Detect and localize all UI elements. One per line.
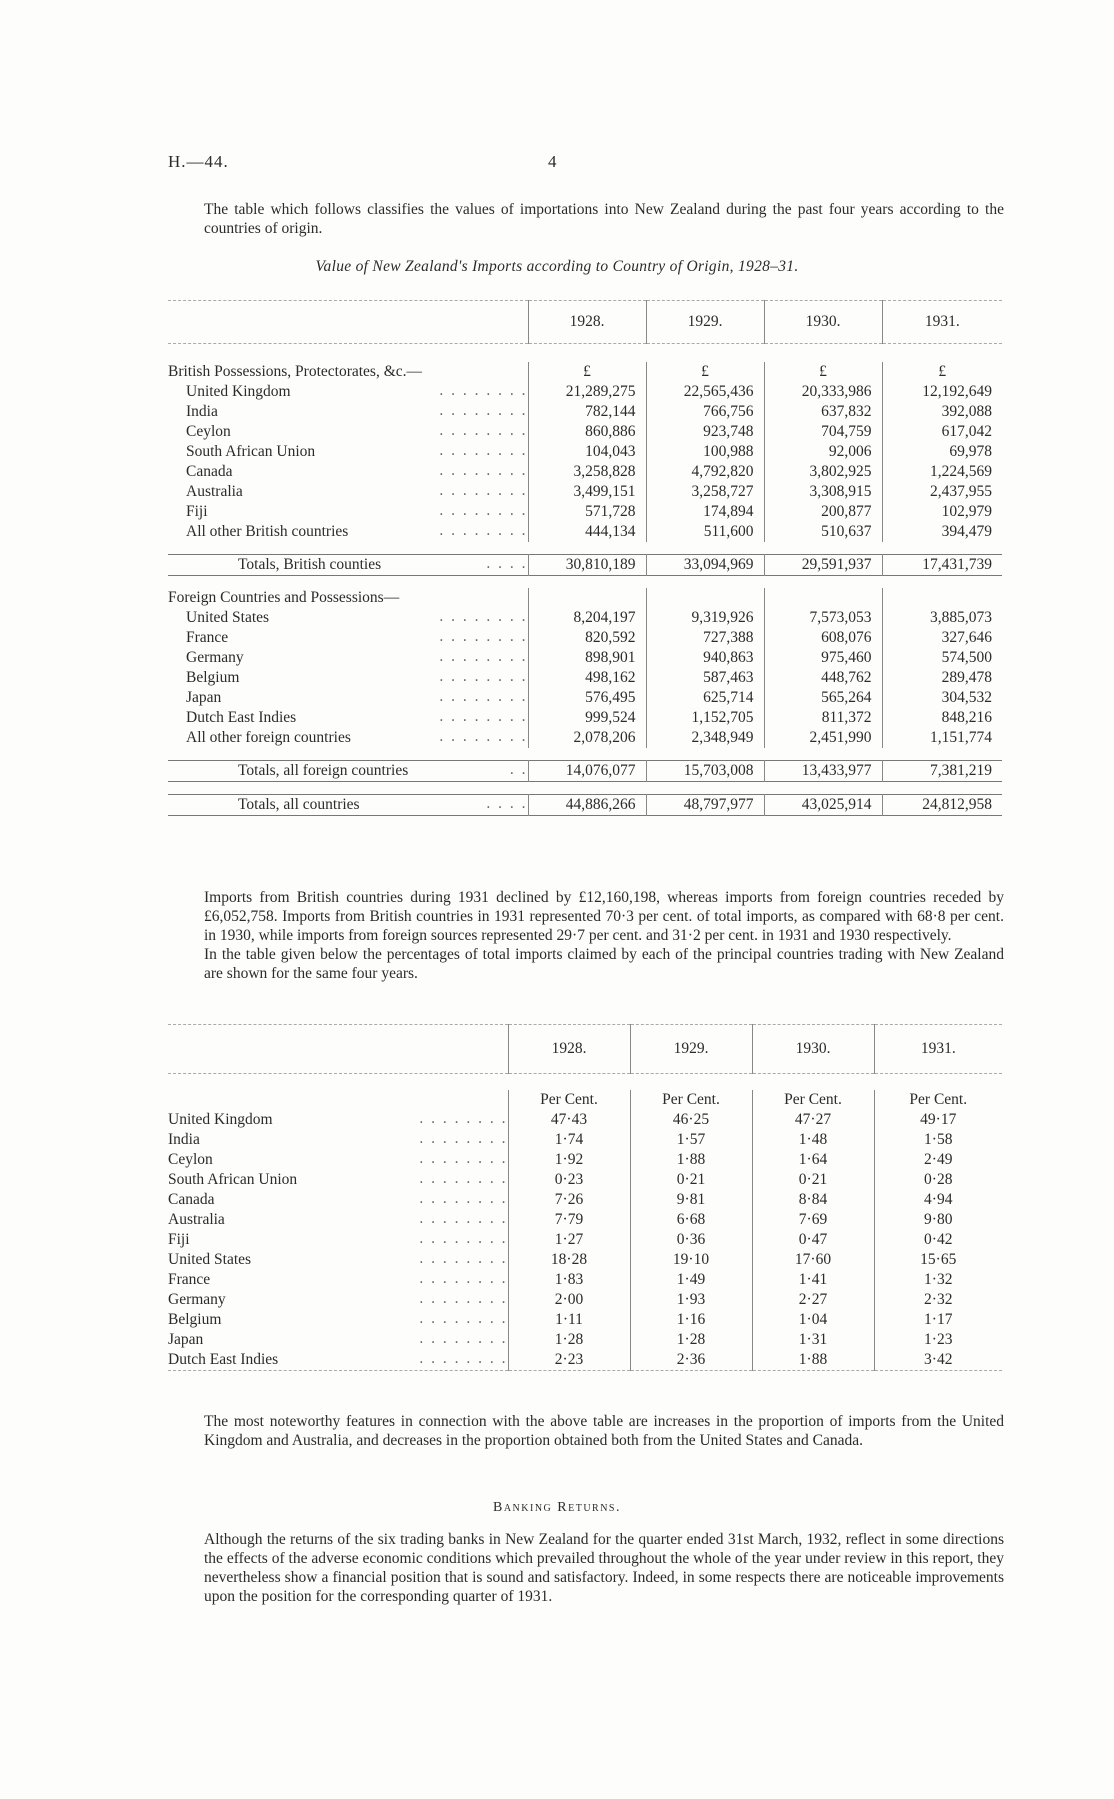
t2-value-cell: 18·28 [508, 1250, 630, 1270]
t1-row: Fiji . . . . . . . . 571,728 174,894 200,877 102,979 [168, 502, 1002, 522]
t2-value-cell: 2·23 [508, 1350, 630, 1371]
t2-country-name: Germany [168, 1290, 226, 1308]
t2-value-cell: 1·58 [874, 1130, 1002, 1150]
t2-country-name: Dutch East Indies [168, 1350, 279, 1368]
t1-value-cell: 3,885,073 [882, 608, 1002, 628]
t1-british-total-1929: 33,094,969 [646, 555, 764, 576]
t1-currency: £ [646, 362, 764, 382]
banking-heading: Banking Returns. [492, 1500, 621, 1515]
t2-value-cell: 1·27 [508, 1230, 630, 1250]
t1-value-cell: 498,162 [528, 668, 646, 688]
t1-value-cell: 898,901 [528, 648, 646, 668]
t1-value-cell: 860,886 [528, 422, 646, 442]
t1-value-cell: 3,499,151 [528, 482, 646, 502]
t1-foreign-total-1928: 14,076,077 [528, 761, 646, 782]
t1-row: All other foreign countries . . . . . . . . 2,078,206 2,348,949 2,451,990 1,151,774 [168, 728, 1002, 748]
t2-row: United States . . . . . . . . 18·28 19·10 17·60 15·65 [168, 1250, 1002, 1270]
t1-value-cell: 1,151,774 [882, 728, 1002, 748]
t2-value-cell: 1·93 [630, 1290, 752, 1310]
t1-value-cell: 571,728 [528, 502, 646, 522]
t1-row: Japan . . . . . . . . 576,495 625,714 565,264 304,532 [168, 688, 1002, 708]
t2-value-cell: 1·64 [752, 1150, 874, 1170]
t2-value-cell: 9·81 [630, 1190, 752, 1210]
t1-row: Canada . . . . . . . . 3,258,828 4,792,820 3,802,925 1,224,569 [168, 462, 1002, 482]
t2-unit: Per Cent. [508, 1090, 630, 1110]
t1-value-cell: 12,192,649 [882, 382, 1002, 402]
t2-value-cell: 2·27 [752, 1290, 874, 1310]
t1-country-name: Australia [186, 482, 243, 500]
t1-country-name: Japan [186, 688, 222, 706]
t2-value-cell: 47·27 [752, 1110, 874, 1130]
t1-row: Belgium . . . . . . . . 498,162 587,463 448,762 289,478 [168, 668, 1002, 688]
t1-value-cell: 510,637 [764, 522, 882, 542]
t2-value-cell: 7·26 [508, 1190, 630, 1210]
t2-value-cell: 2·49 [874, 1150, 1002, 1170]
t2-row: India . . . . . . . . 1·74 1·57 1·48 1·58 [168, 1130, 1002, 1150]
t2-year-1929: 1929. [630, 1025, 752, 1074]
t1-country-name: Germany [186, 648, 244, 666]
t2-value-cell: 4·94 [874, 1190, 1002, 1210]
t1-foreign-heading: Foreign Countries and Possessions— [168, 588, 400, 606]
t2-value-cell: 1·23 [874, 1330, 1002, 1350]
t1-year-1928: 1928. [528, 301, 646, 344]
t2-value-cell: 19·10 [630, 1250, 752, 1270]
t2-value-cell: 0·47 [752, 1230, 874, 1250]
t2-value-cell: 1·48 [752, 1130, 874, 1150]
t1-value-cell: 9,319,926 [646, 608, 764, 628]
t1-value-cell: 848,216 [882, 708, 1002, 728]
t2-value-cell: 1·41 [752, 1270, 874, 1290]
t1-value-cell: 20,333,986 [764, 382, 882, 402]
t1-value-cell: 327,646 [882, 628, 1002, 648]
t2-value-cell: 0·23 [508, 1170, 630, 1190]
t2-value-cell: 1·88 [752, 1350, 874, 1371]
imports-percentage-table [168, 1024, 1002, 1381]
t1-country-name: All other foreign countries [186, 728, 351, 746]
t1-value-cell: 820,592 [528, 628, 646, 648]
t1-value-cell: 617,042 [882, 422, 1002, 442]
t1-value-cell: 2,078,206 [528, 728, 646, 748]
t2-value-cell: 0·21 [630, 1170, 752, 1190]
page-number: 4 [548, 152, 557, 171]
t1-british-total-row: Totals, British counties . . . . 30,810,189 33,094,969 29,591,937 17,431,739 [168, 555, 1002, 576]
t2-country-name: India [168, 1130, 200, 1148]
t1-british-total-1930: 29,591,937 [764, 555, 882, 576]
t2-value-cell: 1·57 [630, 1130, 752, 1150]
t1-value-cell: 100,988 [646, 442, 764, 462]
t2-value-cell: 1·28 [508, 1330, 630, 1350]
t1-grand-total-1931: 24,812,958 [882, 795, 1002, 816]
t1-value-cell: 444,134 [528, 522, 646, 542]
t1-value-cell: 1,152,705 [646, 708, 764, 728]
noteworthy-paragraph [168, 1412, 1004, 1450]
t1-value-cell: 174,894 [646, 502, 764, 522]
t2-value-cell: 1·74 [508, 1130, 630, 1150]
t1-value-cell: 608,076 [764, 628, 882, 648]
t2-country-name: Ceylon [168, 1150, 213, 1168]
t1-value-cell: 8,204,197 [528, 608, 646, 628]
t1-value-cell: 92,006 [764, 442, 882, 462]
t2-value-cell: 1·31 [752, 1330, 874, 1350]
t1-value-cell: 304,532 [882, 688, 1002, 708]
t1-value-cell: 587,463 [646, 668, 764, 688]
analysis-text: Imports from British countries during 1931 declined by £12,160,198, whereas imports from foreign countries receded by £6,052,758. Imports from British countries in 1931 represented 70·3 per cent. of total imports, as compared with 68·8 per cent. in 1930, while imports from foreign sources represented 29·7 per cent. and 31·2 per cent. in 1931 and 1930 respectively. [204, 889, 1004, 944]
t1-value-cell: 999,524 [528, 708, 646, 728]
analysis-paragraph [168, 888, 1004, 983]
t1-value-cell: 104,043 [528, 442, 646, 462]
t1-row: All other British countries . . . . . . . . 444,134 511,600 510,637 394,479 [168, 522, 1002, 542]
t1-currency: £ [882, 362, 1002, 382]
t1-value-cell: 975,460 [764, 648, 882, 668]
t2-value-cell: 2·36 [630, 1350, 752, 1371]
t1-year-1929: 1929. [646, 301, 764, 344]
t1-value-cell: 923,748 [646, 422, 764, 442]
t2-value-cell: 1·32 [874, 1270, 1002, 1290]
banking-paragraph [168, 1530, 1004, 1606]
t1-value-cell: 3,258,828 [528, 462, 646, 482]
t1-row: Dutch East Indies . . . . . . . . 999,524 1,152,705 811,372 848,216 [168, 708, 1002, 728]
t2-value-cell: 8·84 [752, 1190, 874, 1210]
t1-grand-total-row: Totals, all countries . . . . 44,886,266 48,797,977 43,025,914 24,812,958 [168, 795, 1002, 816]
t2-country-name: Australia [168, 1210, 225, 1228]
t1-row: Germany . . . . . . . . 898,901 940,863 975,460 574,500 [168, 648, 1002, 668]
t1-country-name: Dutch East Indies [186, 708, 297, 726]
t1-row: Australia . . . . . . . . 3,499,151 3,258,727 3,308,915 2,437,955 [168, 482, 1002, 502]
t2-value-cell: 15·65 [874, 1250, 1002, 1270]
t1-value-cell: 574,500 [882, 648, 1002, 668]
t1-grand-total-label: Totals, all countries [238, 795, 360, 813]
t1-country-name: United Kingdom [186, 382, 291, 400]
t2-value-cell: 49·17 [874, 1110, 1002, 1130]
t1-value-cell: 625,714 [646, 688, 764, 708]
t2-value-cell: 6·68 [630, 1210, 752, 1230]
t2-country-name: Fiji [168, 1230, 190, 1248]
t2-country-name: Japan [168, 1330, 204, 1348]
t1-country-name: South African Union [186, 442, 316, 460]
t2-value-cell: 1·88 [630, 1150, 752, 1170]
t1-country-name: All other British countries [186, 522, 349, 540]
t1-british-section [168, 362, 1002, 382]
t1-country-name: United States [186, 608, 270, 626]
t2-value-cell: 1·92 [508, 1150, 630, 1170]
t1-foreign-total-label: Totals, all foreign countries [238, 761, 409, 779]
t2-country-name: South African Union [168, 1170, 298, 1188]
t1-value-cell: 2,451,990 [764, 728, 882, 748]
t2-value-cell: 2·00 [508, 1290, 630, 1310]
t1-value-cell: 69,978 [882, 442, 1002, 462]
t2-value-cell: 0·36 [630, 1230, 752, 1250]
t1-foreign-total-row: Totals, all foreign countries . . 14,076,077 15,703,008 13,433,977 7,381,219 [168, 761, 1002, 782]
t1-value-cell: 637,832 [764, 402, 882, 422]
t2-country-name: Belgium [168, 1310, 222, 1328]
t2-row: Ceylon . . . . . . . . 1·92 1·88 1·64 2·49 [168, 1150, 1002, 1170]
t1-british-total-1928: 30,810,189 [528, 555, 646, 576]
t2-year-1931: 1931. [874, 1025, 1002, 1074]
t1-value-cell: 3,258,727 [646, 482, 764, 502]
t1-value-cell: 940,863 [646, 648, 764, 668]
t1-value-cell: 782,144 [528, 402, 646, 422]
banking-text: Although the returns of the six trading banks in New Zealand for the quarter ended 31st March, 1932, reflect in some directions the effects of the adverse economic conditions which prevailed throughout the whole of the year under review in this report, they nevertheless show a financial position that is sound and satisfactory. Indeed, in some respects there are noticeable improvements upon the position for the corresponding quarter of 1931. [204, 1531, 1004, 1605]
t1-british-rows [168, 382, 1002, 542]
t1-row: United States . . . . . . . . 8,204,197 9,319,926 7,573,053 3,885,073 [168, 608, 1002, 628]
t1-value-cell: 21,289,275 [528, 382, 646, 402]
t1-british-total-label: Totals, British counties [238, 555, 382, 573]
t2-value-cell: 9·80 [874, 1210, 1002, 1230]
t2-row: Dutch East Indies . . . . . . . . 2·23 2·36 1·88 3·42 [168, 1350, 1002, 1371]
t2-unit: Per Cent. [752, 1090, 874, 1110]
t1-value-cell: 3,308,915 [764, 482, 882, 502]
t2-value-cell: 17·60 [752, 1250, 874, 1270]
t1-year-1931: 1931. [882, 301, 1002, 344]
t2-row: Germany . . . . . . . . 2·00 1·93 2·27 2·32 [168, 1290, 1002, 1310]
intro-paragraph [168, 200, 1004, 238]
t1-value-cell: 576,495 [528, 688, 646, 708]
t1-british-heading: British Possessions, Protectorates, &c.— [168, 362, 423, 380]
t2-row: Japan . . . . . . . . 1·28 1·28 1·31 1·23 [168, 1330, 1002, 1350]
t1-value-cell: 4,792,820 [646, 462, 764, 482]
t1-country-name: Canada [186, 462, 233, 480]
t1-country-name: France [186, 628, 229, 646]
t2-row: France . . . . . . . . 1·83 1·49 1·41 1·32 [168, 1270, 1002, 1290]
t2-value-cell: 2·32 [874, 1290, 1002, 1310]
t1-value-cell: 811,372 [764, 708, 882, 728]
t1-value-cell: 22,565,436 [646, 382, 764, 402]
t2-value-cell: 1·11 [508, 1310, 630, 1330]
t2-value-cell: 3·42 [874, 1350, 1002, 1371]
t2-row: South African Union . . . . . . . . 0·23 0·21 0·21 0·28 [168, 1170, 1002, 1190]
t1-value-cell: 565,264 [764, 688, 882, 708]
t1-country-name: India [186, 402, 218, 420]
t2-value-cell: 1·17 [874, 1310, 1002, 1330]
t2-year-1928: 1928. [508, 1025, 630, 1074]
t1-british-total-1931: 17,431,739 [882, 555, 1002, 576]
t2-value-cell: 47·43 [508, 1110, 630, 1130]
t2-country-name: Canada [168, 1190, 215, 1208]
t2-row: Belgium . . . . . . . . 1·11 1·16 1·04 1·17 [168, 1310, 1002, 1330]
t1-grand-total-1928: 44,886,266 [528, 795, 646, 816]
t1-value-cell: 200,877 [764, 502, 882, 522]
t1-foreign-rows [168, 608, 1002, 748]
t2-value-cell: 0·42 [874, 1230, 1002, 1250]
t1-foreign-total-1929: 15,703,008 [646, 761, 764, 782]
t1-foreign-total-1930: 13,433,977 [764, 761, 882, 782]
t1-value-cell: 1,224,569 [882, 462, 1002, 482]
t2-row: United Kingdom . . . . . . . . 47·43 46·25 47·27 49·17 [168, 1110, 1002, 1130]
t1-year-1930: 1930. [764, 301, 882, 344]
t1-value-cell: 289,478 [882, 668, 1002, 688]
t2-value-cell: 1·83 [508, 1270, 630, 1290]
t1-value-cell: 727,388 [646, 628, 764, 648]
t1-row: South African Union . . . . . . . . 104,043 100,988 92,006 69,978 [168, 442, 1002, 462]
t1-grand-total-1929: 48,797,977 [646, 795, 764, 816]
t1-value-cell: 102,979 [882, 502, 1002, 522]
t2-year-1930: 1930. [752, 1025, 874, 1074]
t2-country-name: United States [168, 1250, 252, 1268]
t2-value-cell: 1·49 [630, 1270, 752, 1290]
t2-rows [168, 1110, 1002, 1371]
t1-value-cell: 3,802,925 [764, 462, 882, 482]
t1-value-cell: 766,756 [646, 402, 764, 422]
t1-value-cell: 394,479 [882, 522, 1002, 542]
t2-value-cell: 0·21 [752, 1170, 874, 1190]
t1-row: Ceylon . . . . . . . . 860,886 923,748 704,759 617,042 [168, 422, 1002, 442]
report-reference: H.—44. [168, 152, 229, 171]
t2-unit: Per Cent. [630, 1090, 752, 1110]
t1-value-cell: 2,348,949 [646, 728, 764, 748]
t1-foreign-total-1931: 7,381,219 [882, 761, 1002, 782]
t1-currency: £ [764, 362, 882, 382]
t2-value-cell: 0·28 [874, 1170, 1002, 1190]
percentages-intro-text: In the table given below the percentages of total imports claimed by each of the principal countries trading with New Zealand are shown for the same four years. [204, 946, 1004, 982]
t2-value-cell: 1·04 [752, 1310, 874, 1330]
t1-row: United Kingdom . . . . . . . . 21,289,275 22,565,436 20,333,986 12,192,649 [168, 382, 1002, 402]
t1-value-cell: 2,437,955 [882, 482, 1002, 502]
t1-value-cell: 511,600 [646, 522, 764, 542]
imports-value-table [168, 300, 1002, 824]
t2-row: Australia . . . . . . . . 7·79 6·68 7·69 9·80 [168, 1210, 1002, 1230]
t2-value-cell: 46·25 [630, 1110, 752, 1130]
table1-caption: Value of New Zealand's Imports according to Country of Origin, 1928–31. [315, 258, 799, 275]
t2-value-cell: 1·28 [630, 1330, 752, 1350]
t2-country-name: France [168, 1270, 211, 1288]
intro-text: The table which follows classifies the values of importations into New Zealand during the past four years according to the countries of origin. [204, 201, 1004, 237]
t1-currency: £ [528, 362, 646, 382]
t2-value-cell: 7·79 [508, 1210, 630, 1230]
t2-value-cell: 7·69 [752, 1210, 874, 1230]
t2-country-name: United Kingdom [168, 1110, 273, 1128]
t1-value-cell: 7,573,053 [764, 608, 882, 628]
t1-grand-total-1930: 43,025,914 [764, 795, 882, 816]
t2-unit: Per Cent. [874, 1090, 1002, 1110]
t1-value-cell: 704,759 [764, 422, 882, 442]
t1-country-name: Belgium [186, 668, 240, 686]
t1-value-cell: 448,762 [764, 668, 882, 688]
t2-row: Fiji . . . . . . . . 1·27 0·36 0·47 0·42 [168, 1230, 1002, 1250]
t2-value-cell: 1·16 [630, 1310, 752, 1330]
t1-value-cell: 392,088 [882, 402, 1002, 422]
t1-row: India . . . . . . . . 782,144 766,756 637,832 392,088 [168, 402, 1002, 422]
t1-row: France . . . . . . . . 820,592 727,388 608,076 327,646 [168, 628, 1002, 648]
t1-country-name: Ceylon [186, 422, 231, 440]
noteworthy-text: The most noteworthy features in connection with the above table are increases in the proportion of imports from the United Kingdom and Australia, and decreases in the proportion obtained both from the United States and Canada. [204, 1413, 1004, 1449]
t1-country-name: Fiji [186, 502, 208, 520]
t2-row: Canada . . . . . . . . 7·26 9·81 8·84 4·94 [168, 1190, 1002, 1210]
